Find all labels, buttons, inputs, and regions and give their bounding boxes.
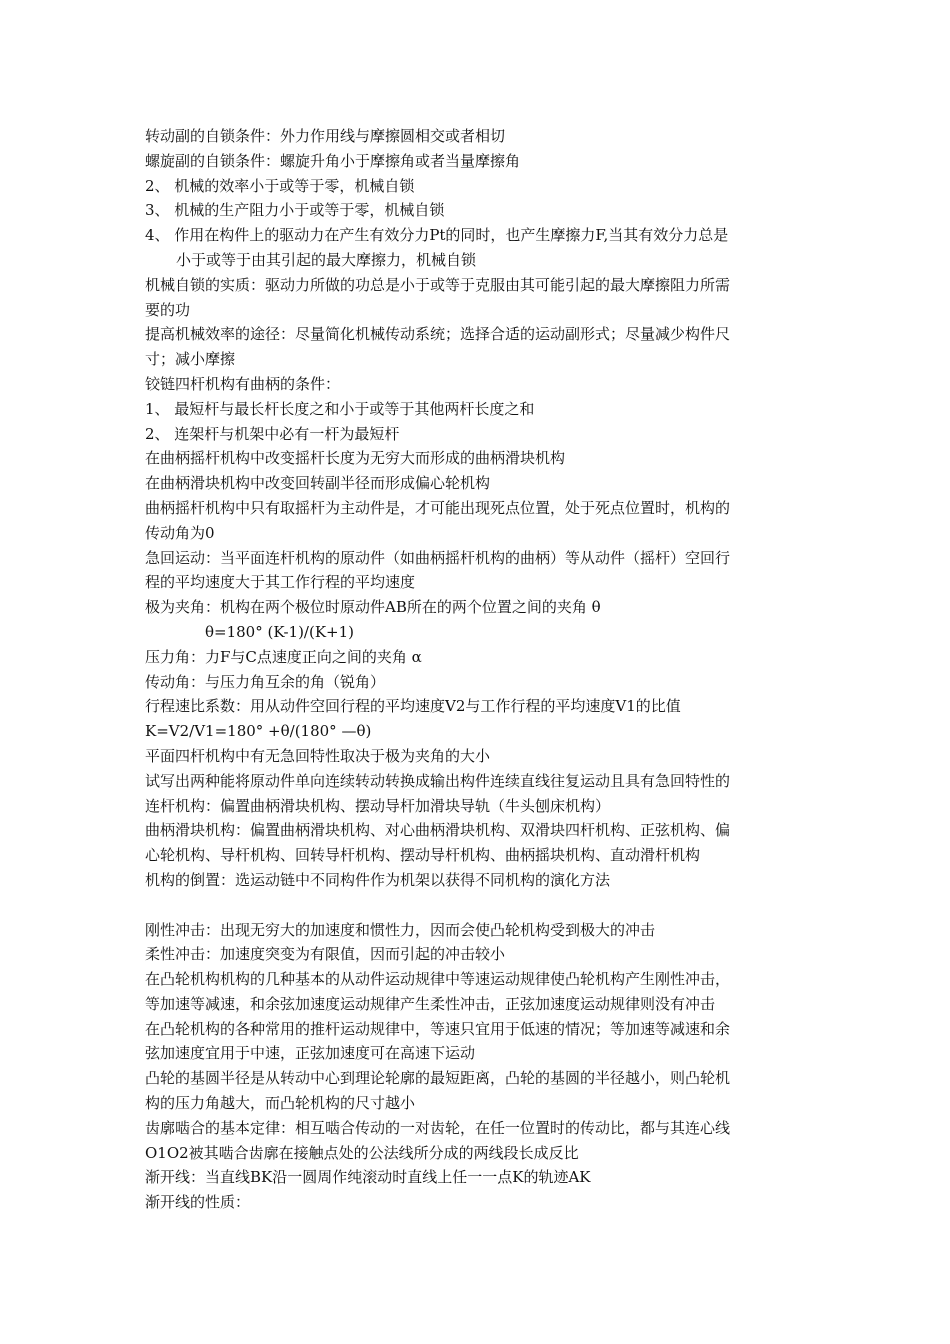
text-line: 凸轮的基圆半径是从转动中心到理论轮廓的最短距离，凸轮的基圆的半径越小，则凸轮机 xyxy=(145,1069,731,1088)
text-line: 齿廓啮合的基本定律：相互啮合传动的一对齿轮，在任一位置时的传动比，都与其连心线 xyxy=(145,1118,731,1137)
list-item: 1、 最短杆与最长杆长度之和小于或等于其他两杆长度之和 xyxy=(145,399,535,418)
text-line: 刚性冲击：出现无穷大的加速度和惯性力，因而会使凸轮机构受到极大的冲击 xyxy=(145,920,656,939)
text-line: 试写出两种能将原动件单向连续转动转换成输出构件连续直线往复运动且具有急回特性的 xyxy=(145,771,731,790)
text-line: 行程速比系数：用从动件空回行程的平均速度V2与工作行程的平均速度V1的比值 xyxy=(145,697,681,716)
text-line: 螺旋副的自锁条件：螺旋升角小于摩擦角或者当量摩擦角 xyxy=(145,151,521,170)
text-line: 提高机械效率的途径：尽量简化机械传动系统；选择合适的运动副形式；尽量减少构件尺 xyxy=(145,325,731,344)
text-line: 寸；减小摩擦 xyxy=(145,350,236,369)
text-line: 压力角：力F与C点速度正向之间的夹角 α xyxy=(145,647,422,666)
formula-line: K=V2/V1=180° +θ/(180° —θ) xyxy=(145,722,372,741)
text-line: 程的平均速度大于其工作行程的平均速度 xyxy=(145,573,416,592)
text-line: 曲柄摇杆机构中只有取摇杆为主动件是，才可能出现死点位置，处于死点位置时，机构的 xyxy=(145,498,731,517)
text-line: 传动角为0 xyxy=(145,523,215,542)
list-item-continuation: 小于或等于由其引起的最大摩擦力，机械自锁 xyxy=(176,250,477,269)
text-line: 等加速等减速，和余弦加速度运动规律产生柔性冲击，正弦加速度运动规律则没有冲击 xyxy=(145,994,716,1013)
text-line: 机械自锁的实质：驱动力所做的功总是小于或等于克服由其可能引起的最大摩擦阻力所需 xyxy=(145,275,731,294)
formula-line: θ=180° (K-1)/(K+1) xyxy=(205,622,355,641)
text-line: 平面四杆机构中有无急回特性取决于极为夹角的大小 xyxy=(145,746,491,765)
list-item: 4、 作用在构件上的驱动力在产生有效分力Pt的同时，也产生摩擦力F,当其有效分力总是 xyxy=(145,226,729,245)
text-line: 在曲柄摇杆机构中改变摇杆长度为无穷大而形成的曲柄滑块机构 xyxy=(145,449,566,468)
text-line: 渐开线：当直线BK沿一圆周作纯滚动时直线上任一一点K的轨迹AK xyxy=(145,1168,591,1187)
text-line: 心轮机构、导杆机构、回转导杆机构、摆动导杆机构、曲柄摇块机构、直动滑杆机构 xyxy=(145,846,701,865)
text-line: O1O2被其啮合齿廓在接触点处的公法线所分成的两线段长成反比 xyxy=(145,1143,579,1162)
text-line: 传动角：与压力角互余的角（锐角） xyxy=(145,672,386,691)
text-line: 曲柄滑块机构：偏置曲柄滑块机构、对心曲柄滑块机构、双滑块四杆机构、正弦机构、偏 xyxy=(145,821,731,840)
text-line: 渐开线的性质： xyxy=(145,1193,251,1212)
blank-line xyxy=(145,893,810,918)
document-body xyxy=(145,124,810,1215)
text-line: 在凸轮机构的各种常用的推杆运动规律中，等速只宜用于低速的情况；等加速等减速和余 xyxy=(145,1019,731,1038)
text-line: 铰链四杆机构有曲柄的条件： xyxy=(145,374,341,393)
text-line: 弦加速度宜用于中速，正弦加速度可在高速下运动 xyxy=(145,1044,476,1063)
text-line: 机构的倒置：选运动链中不同构件作为机架以获得不同机构的演化方法 xyxy=(145,870,611,889)
text-line: 柔性冲击：加速度突变为有限值，因而引起的冲击较小 xyxy=(145,945,506,964)
text-line: 在曲柄滑块机构中改变回转副半径而形成偏心轮机构 xyxy=(145,474,491,493)
text-line: 构的压力角越大，而凸轮机构的尺寸越小 xyxy=(145,1094,416,1113)
text-line: 转动副的自锁条件：外力作用线与摩擦圆相交或者相切 xyxy=(145,127,506,145)
text-line: 连杆机构：偏置曲柄滑块机构、摆动导杆加滑块导轨（牛头刨床机构） xyxy=(145,796,611,815)
text-line: 急回运动：当平面连杆机构的原动件（如曲柄摇杆机构的曲柄）等从动件（摇杆）空回行 xyxy=(145,548,731,567)
text-line: 极为夹角：机构在两个极位时原动件AB所在的两个位置之间的夹角 θ xyxy=(145,598,601,617)
text-line: 在凸轮机构机构的几种基本的从动件运动规律中等速运动规律使凸轮机构产生刚性冲击， xyxy=(145,970,731,989)
list-item: 2、 连架杆与机架中必有一杆为最短杆 xyxy=(145,424,400,443)
list-item: 2、 机械的效率小于或等于零，机械自锁 xyxy=(145,176,415,195)
list-item: 3、 机械的生产阻力小于或等于零，机械自锁 xyxy=(145,201,445,220)
text-line: 要的功 xyxy=(145,300,191,319)
